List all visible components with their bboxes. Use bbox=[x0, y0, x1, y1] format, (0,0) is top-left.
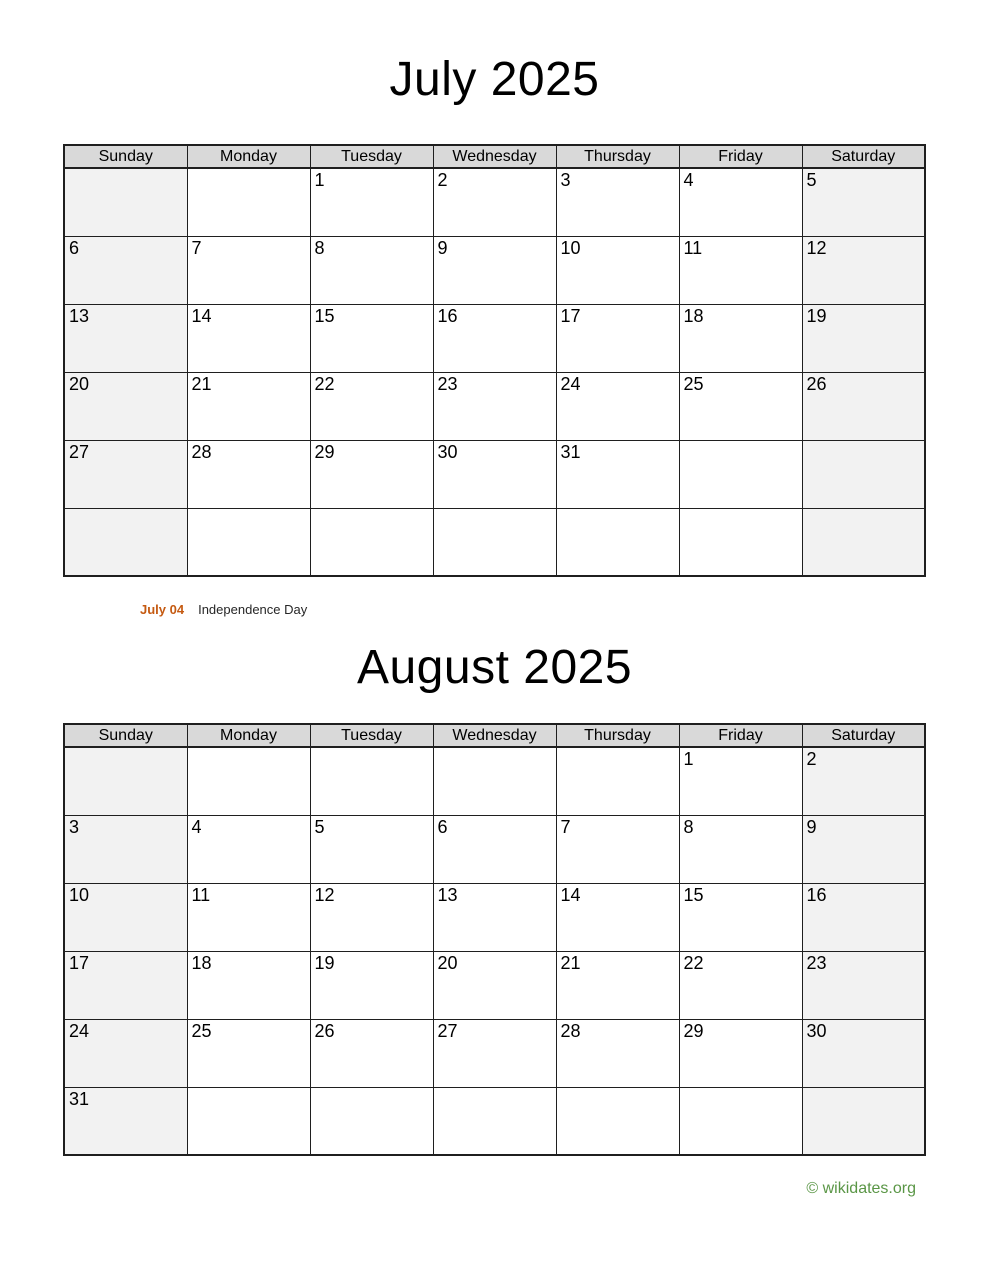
date-cell-30: 30 bbox=[433, 440, 556, 508]
july-calendar-table bbox=[63, 144, 926, 577]
date-cell-empty bbox=[310, 1087, 433, 1155]
date-cell-31: 31 bbox=[64, 1087, 187, 1155]
date-cell-empty bbox=[64, 508, 187, 576]
date-cell-9: 9 bbox=[433, 236, 556, 304]
date-cell-11: 11 bbox=[679, 236, 802, 304]
date-cell-14: 14 bbox=[187, 304, 310, 372]
date-cell-1: 1 bbox=[310, 168, 433, 236]
page-footer bbox=[63, 1180, 926, 1198]
date-cell-empty bbox=[556, 1087, 679, 1155]
date-cell-empty bbox=[187, 168, 310, 236]
date-cell-30: 30 bbox=[802, 1019, 925, 1087]
day-header-monday: Monday bbox=[187, 145, 310, 168]
month-title-july: July 2025 bbox=[389, 53, 600, 106]
week-row bbox=[64, 168, 925, 236]
day-header-thursday: Thursday bbox=[556, 145, 679, 168]
date-cell-empty bbox=[187, 1087, 310, 1155]
date-cell-6: 6 bbox=[64, 236, 187, 304]
date-cell-22: 22 bbox=[310, 372, 433, 440]
date-cell-15: 15 bbox=[679, 883, 802, 951]
week-row bbox=[64, 883, 925, 951]
date-cell-29: 29 bbox=[679, 1019, 802, 1087]
day-header-row bbox=[64, 145, 925, 168]
date-cell-31: 31 bbox=[556, 440, 679, 508]
date-cell-5: 5 bbox=[310, 815, 433, 883]
date-cell-12: 12 bbox=[802, 236, 925, 304]
date-cell-24: 24 bbox=[556, 372, 679, 440]
date-cell-25: 25 bbox=[187, 1019, 310, 1087]
week-row bbox=[64, 508, 925, 576]
date-cell-2: 2 bbox=[802, 747, 925, 815]
date-cell-15: 15 bbox=[310, 304, 433, 372]
date-cell-16: 16 bbox=[433, 304, 556, 372]
week-row bbox=[64, 747, 925, 815]
holiday-note bbox=[63, 601, 926, 618]
date-cell-29: 29 bbox=[310, 440, 433, 508]
date-cell-8: 8 bbox=[310, 236, 433, 304]
month-title-august: August 2025 bbox=[356, 641, 633, 695]
week-row bbox=[64, 1019, 925, 1087]
date-cell-18: 18 bbox=[679, 304, 802, 372]
date-cell-empty bbox=[679, 440, 802, 508]
date-cell-23: 23 bbox=[433, 372, 556, 440]
date-cell-17: 17 bbox=[556, 304, 679, 372]
holiday-date-label: July 04 bbox=[140, 602, 185, 618]
holiday-event-name: Independence Day bbox=[198, 602, 308, 618]
date-cell-7: 7 bbox=[187, 236, 310, 304]
day-header-friday: Friday bbox=[679, 145, 802, 168]
date-cell-3: 3 bbox=[64, 815, 187, 883]
date-cell-28: 28 bbox=[187, 440, 310, 508]
week-row bbox=[64, 236, 925, 304]
date-cell-3: 3 bbox=[556, 168, 679, 236]
date-cell-empty bbox=[556, 747, 679, 815]
date-cell-27: 27 bbox=[433, 1019, 556, 1087]
date-cell-12: 12 bbox=[310, 883, 433, 951]
august-section bbox=[0, 640, 989, 1156]
date-cell-13: 13 bbox=[433, 883, 556, 951]
day-header-tuesday: Tuesday bbox=[310, 145, 433, 168]
day-header-saturday: Saturday bbox=[802, 145, 925, 168]
date-cell-empty bbox=[433, 747, 556, 815]
date-cell-27: 27 bbox=[64, 440, 187, 508]
day-header-sunday: Sunday bbox=[64, 724, 187, 747]
day-header-wednesday: Wednesday bbox=[433, 145, 556, 168]
date-cell-empty bbox=[64, 747, 187, 815]
week-row bbox=[64, 372, 925, 440]
date-cell-empty bbox=[433, 1087, 556, 1155]
date-cell-28: 28 bbox=[556, 1019, 679, 1087]
day-header-friday: Friday bbox=[679, 724, 802, 747]
date-cell-8: 8 bbox=[679, 815, 802, 883]
date-cell-4: 4 bbox=[679, 168, 802, 236]
date-cell-empty bbox=[679, 1087, 802, 1155]
date-cell-19: 19 bbox=[310, 951, 433, 1019]
date-cell-empty bbox=[187, 508, 310, 576]
date-cell-empty bbox=[310, 508, 433, 576]
date-cell-24: 24 bbox=[64, 1019, 187, 1087]
date-cell-11: 11 bbox=[187, 883, 310, 951]
date-cell-18: 18 bbox=[187, 951, 310, 1019]
day-header-sunday: Sunday bbox=[64, 145, 187, 168]
date-cell-19: 19 bbox=[802, 304, 925, 372]
date-cell-17: 17 bbox=[64, 951, 187, 1019]
august-calendar-table bbox=[63, 723, 926, 1156]
date-cell-empty bbox=[802, 1087, 925, 1155]
july-section bbox=[0, 0, 989, 618]
date-cell-9: 9 bbox=[802, 815, 925, 883]
week-row bbox=[64, 951, 925, 1019]
date-cell-20: 20 bbox=[64, 372, 187, 440]
date-cell-empty bbox=[310, 747, 433, 815]
date-cell-5: 5 bbox=[802, 168, 925, 236]
date-cell-7: 7 bbox=[556, 815, 679, 883]
date-cell-14: 14 bbox=[556, 883, 679, 951]
date-cell-20: 20 bbox=[433, 951, 556, 1019]
day-header-saturday: Saturday bbox=[802, 724, 925, 747]
day-header-wednesday: Wednesday bbox=[433, 724, 556, 747]
date-cell-1: 1 bbox=[679, 747, 802, 815]
day-header-row bbox=[64, 724, 925, 747]
day-header-tuesday: Tuesday bbox=[310, 724, 433, 747]
week-row bbox=[64, 815, 925, 883]
week-row bbox=[64, 1087, 925, 1155]
date-cell-16: 16 bbox=[802, 883, 925, 951]
week-row bbox=[64, 440, 925, 508]
date-cell-23: 23 bbox=[802, 951, 925, 1019]
day-header-monday: Monday bbox=[187, 724, 310, 747]
date-cell-26: 26 bbox=[802, 372, 925, 440]
date-cell-25: 25 bbox=[679, 372, 802, 440]
date-cell-22: 22 bbox=[679, 951, 802, 1019]
date-cell-empty bbox=[802, 508, 925, 576]
date-cell-10: 10 bbox=[64, 883, 187, 951]
date-cell-26: 26 bbox=[310, 1019, 433, 1087]
copyright-text: © wikidates.org bbox=[806, 1180, 916, 1198]
date-cell-empty bbox=[556, 508, 679, 576]
date-cell-empty bbox=[433, 508, 556, 576]
date-cell-2: 2 bbox=[433, 168, 556, 236]
day-header-thursday: Thursday bbox=[556, 724, 679, 747]
date-cell-empty bbox=[187, 747, 310, 815]
date-cell-empty bbox=[679, 508, 802, 576]
date-cell-4: 4 bbox=[187, 815, 310, 883]
date-cell-13: 13 bbox=[64, 304, 187, 372]
date-cell-empty bbox=[64, 168, 187, 236]
date-cell-21: 21 bbox=[556, 951, 679, 1019]
date-cell-21: 21 bbox=[187, 372, 310, 440]
date-cell-6: 6 bbox=[433, 815, 556, 883]
date-cell-empty bbox=[802, 440, 925, 508]
week-row bbox=[64, 304, 925, 372]
date-cell-10: 10 bbox=[556, 236, 679, 304]
